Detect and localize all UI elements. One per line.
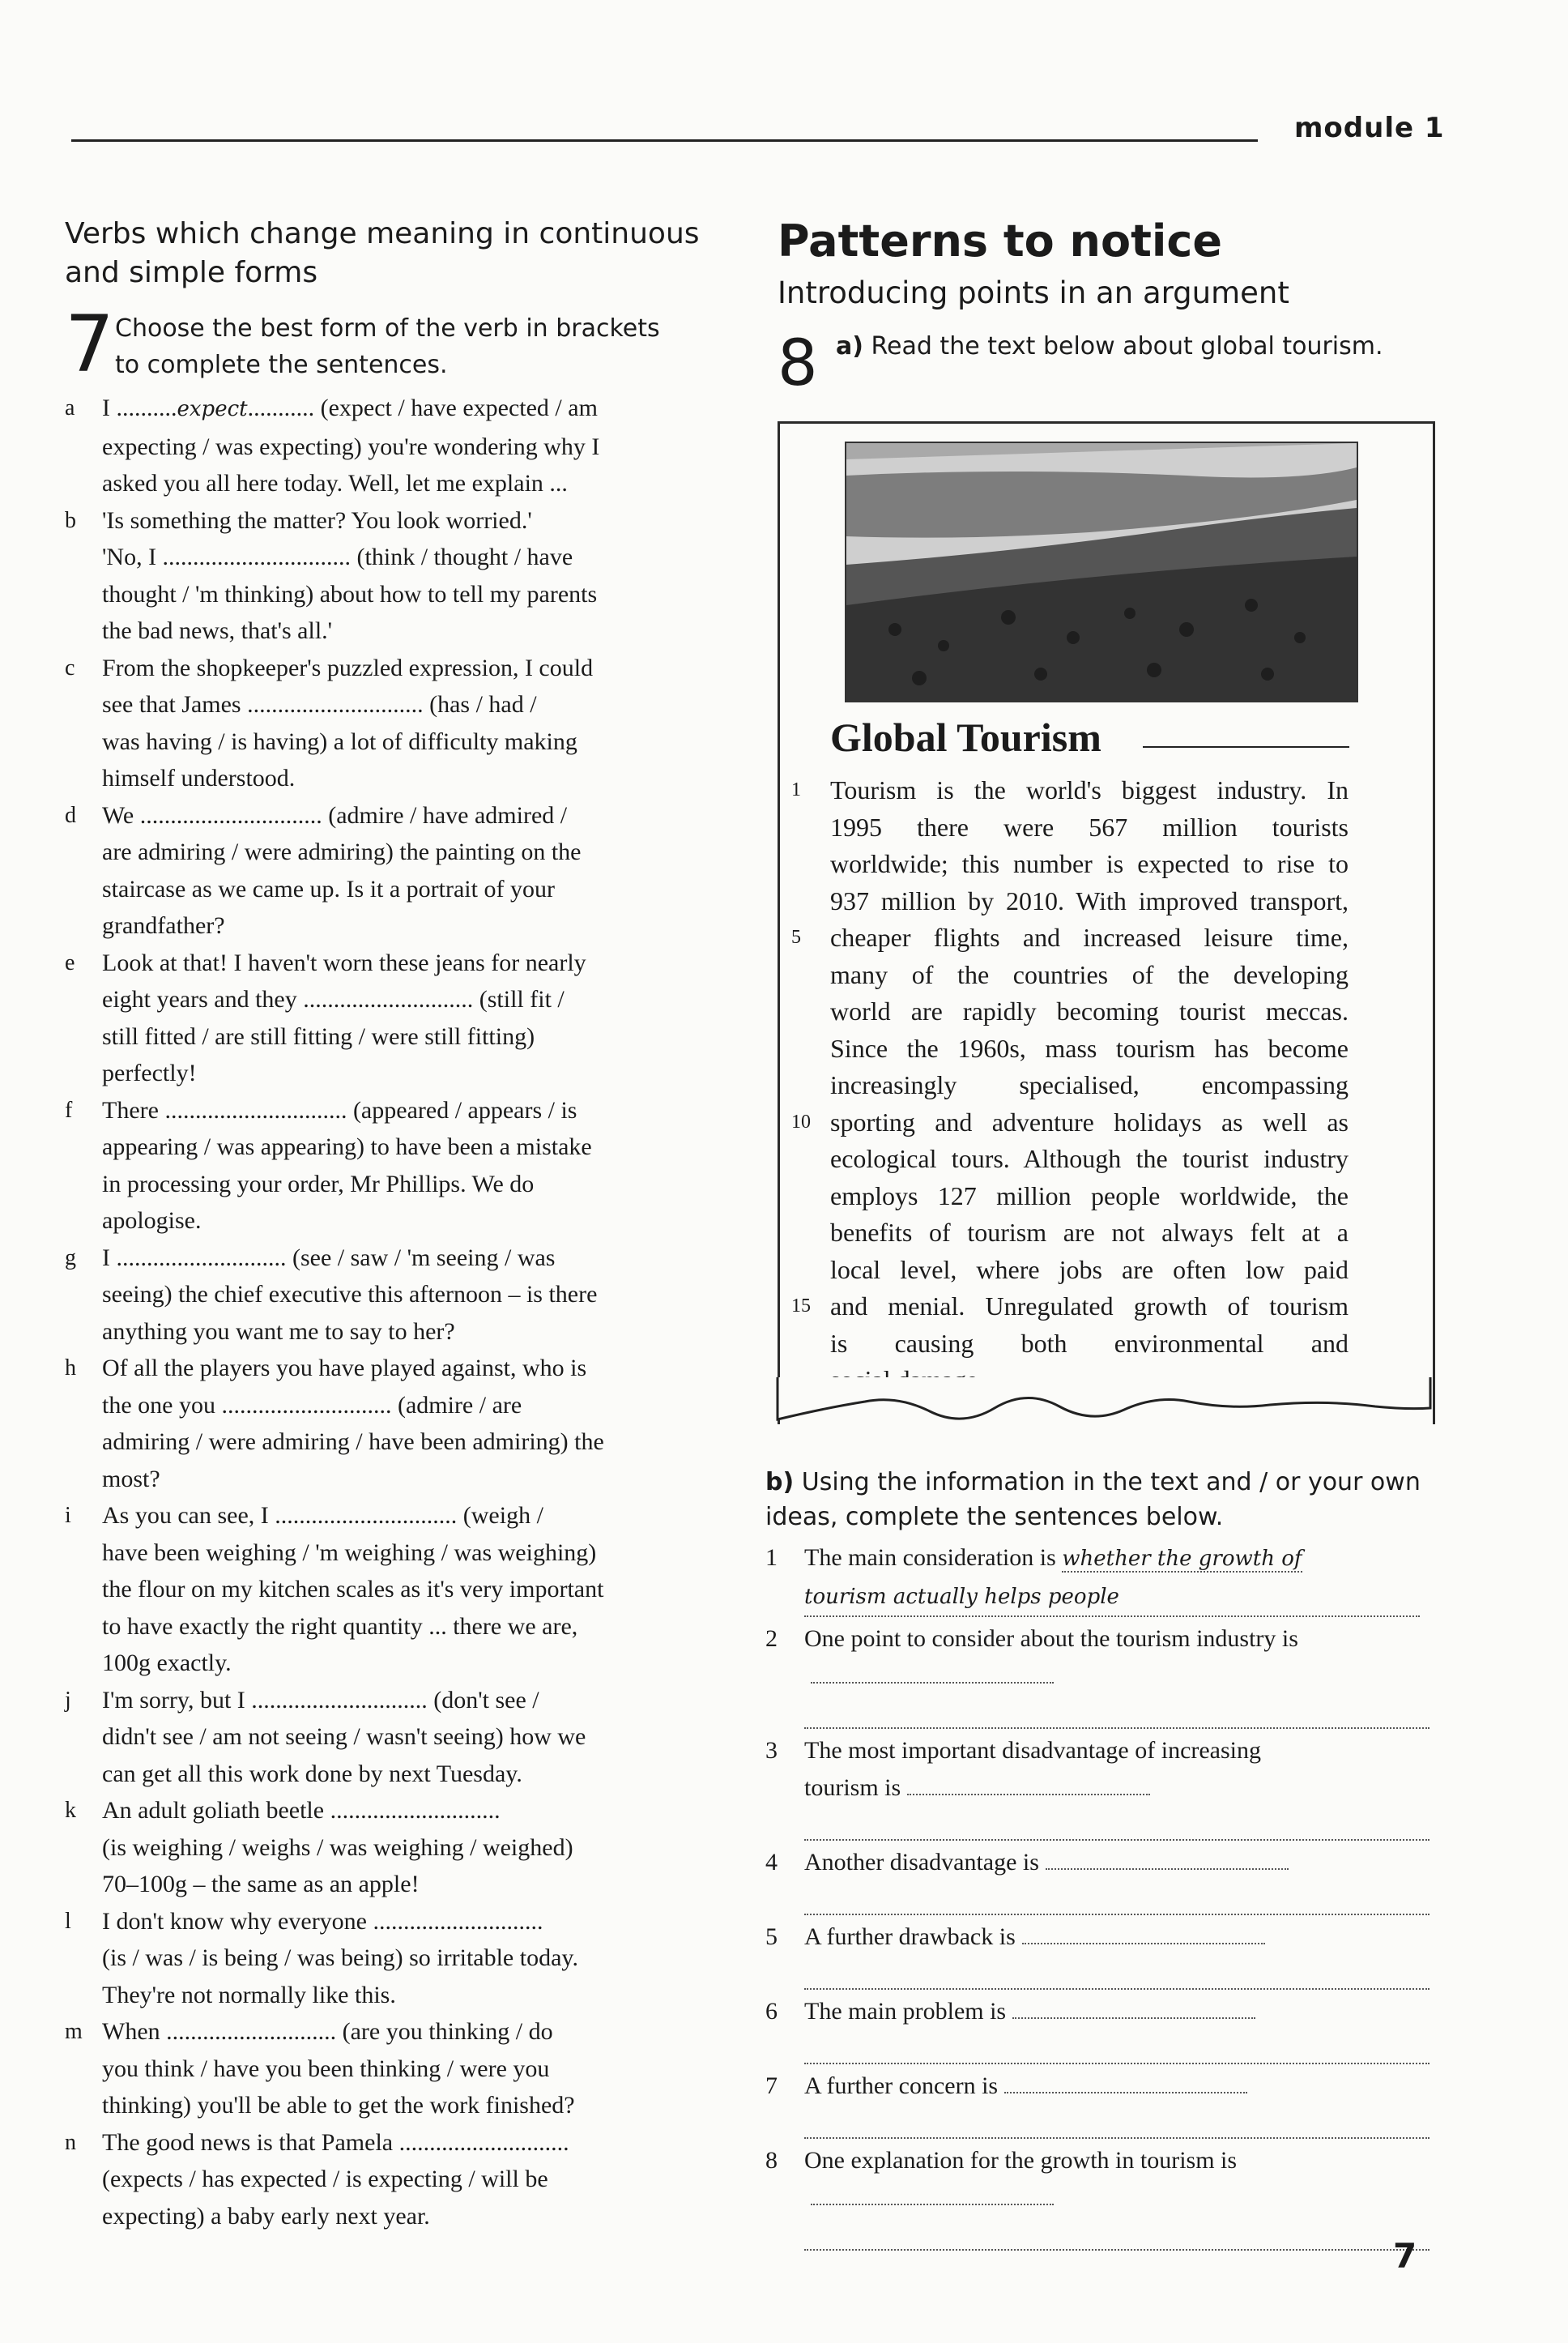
exercise-item [65,1240,713,1351]
item-text-line: anything you want me to say to her? [102,1317,455,1345]
article-line [830,1252,1349,1289]
item-text-line: When ............................ (are you thinking / do [102,2018,553,2045]
torn-edge [776,1377,1434,1434]
item-text-line: apologise. [102,1207,202,1234]
item-text-line: 70–100g – the same as an apple! [102,1871,420,1897]
item-letter: k [65,1798,76,1823]
exercise-item [65,1792,713,1903]
article-line-text: local level, where jobs are often low paid [830,1254,1349,1284]
article-line-text: 1995 there were 567 million tourists [830,812,1349,842]
part-b [765,1465,1430,2254]
exercise-item [65,1903,713,2014]
handwritten-answer: expect [177,397,248,421]
article-line-text: and menial. Unregulated growth of tourism [830,1291,1349,1321]
sentence-number: 6 [765,1998,778,2025]
item-text-line: thinking) you'll be able to get the work finished? [102,2092,575,2119]
answer-blank[interactable] [1012,1995,1255,2019]
item-text-line: perfectly! [102,1060,197,1086]
article-line-text: cheaper flights and increased leisure time, [830,923,1349,952]
item-text-line: I ............................ (see / saw / 'm seeing / was [102,1244,556,1271]
exercise-7-column [65,215,713,2234]
header-rule [71,139,1258,142]
item-text-line: (is / was / is being / was being) so irritable today. [102,1944,578,1971]
exercise-item [65,1092,713,1240]
article-line-text: ecological tours. Although the tourist industry [830,1144,1349,1173]
item-text-line: Of all the players you have played against, who is [102,1355,587,1381]
line-number: 15 [791,1295,811,1317]
answer-blank-line[interactable] [804,1807,1430,1841]
section-title: Verbs which change meaning in continuous and simple forms [65,217,700,289]
article-line-text: Tourism is the world's biggest industry. In [830,775,1349,804]
exercise-item [65,2124,713,2235]
item-text-line: asked you all here today. Well, let me explain ... [102,470,568,497]
item-text-line: expecting / was expecting) you're wondering why I [102,433,600,460]
handwritten-answer: whether the growth of [1062,1547,1302,1571]
item-text-line: We .............................. (admire / have admired / [102,801,568,829]
item-letter: g [65,1244,76,1270]
item-letter: d [65,802,76,828]
exercise-item [65,1350,713,1497]
article-line [830,1214,1349,1252]
sentence-item [765,1918,1430,1990]
answer-blank-line[interactable] [804,1881,1430,1915]
article-line [830,1178,1349,1215]
patterns-column [778,215,1506,401]
article-line-text: many of the countries of the developing [830,959,1349,989]
exercise-instruction: Choose the best form of the verb in brackets to complete the sentences. [115,314,660,379]
sentence-stem: One explanation for the growth in tourism is [804,2147,1238,2174]
item-text-line: (is weighing / weighs / was weighing / weighed) [102,1833,573,1861]
sentence-list [765,1539,1430,2251]
part-b-instruction: b) Using the information in the text and / or your own ideas, complete the sentences below. [765,1468,1421,1531]
item-letter: a [65,395,75,420]
item-text-line: 'Is something the matter? You look worried.' [102,506,532,534]
exercise-item [65,1682,713,1793]
article-line [830,993,1349,1031]
item-text-line: have been weighing / 'm weighing / was weighing) [102,1539,597,1566]
exercise-item [65,650,713,797]
article-line-text: increasingly specialised, encompassing [830,1070,1349,1099]
item-text-line: still fitted / are still fitting / were still fitting) [102,1022,535,1050]
item-text-line: grandfather? [102,912,225,939]
sentence-stem: A further concern is [804,2072,999,2099]
item-letter: m [65,2019,83,2044]
article-line-text: sporting and adventure holidays as well as [830,1107,1349,1137]
article-line-text: Since the 1960s, mass tourism has become [830,1033,1349,1063]
item-text-line: thought / 'm thinking) about how to tell my parents [102,580,598,608]
sentence-stem: Another disadvantage is [804,1849,1039,1876]
item-text-line: Look at that! I haven't worn these jeans for nearly [102,949,586,976]
answer-blank[interactable] [811,1659,1054,1684]
exercise-item [65,945,713,1092]
article-title-rule [1143,746,1349,748]
article-line [830,1031,1349,1068]
item-letter: l [65,1908,71,1934]
article-line [830,1067,1349,1104]
answer-blank-line[interactable] [804,2030,1430,2064]
item-text-line: the flour on my kitchen scales as it's very important [102,1576,604,1603]
sentence-stem: The main consideration is [804,1544,1056,1571]
item-text-line: appearing / was appearing) to have been a mistake [102,1133,592,1160]
article-body [791,772,1349,1399]
article-line [791,772,1349,809]
item-text-line: the one you ............................ (admire / are [102,1391,522,1419]
part-a-instruction: a) Read the text below about global tourism. [836,332,1383,361]
answer-blank-line[interactable] [804,2217,1430,2251]
item-text-line: you think / have you been thinking / were you [102,2055,550,2082]
sentence-item [765,1539,1430,1617]
sentence-number: 8 [765,2147,778,2174]
patterns-subtitle: Introducing points in an argument [778,275,1289,310]
exercise-item [65,502,713,650]
page-number: 7 [1393,2236,1417,2276]
item-letter: j [65,1687,71,1713]
sentence-item [765,1620,1430,1729]
item-text-line: I .......... [102,395,177,421]
article-line [830,957,1349,994]
answer-blank[interactable] [811,2181,1054,2205]
exercise-item [65,1497,713,1682]
handwritten-answer: tourism actually helps people [804,1578,1420,1617]
item-text-line: They're not normally like this. [102,1981,396,2008]
item-text-line: expecting) a baby early next year. [102,2202,430,2230]
sentence-stem: One point to consider about the tourism industry is [804,1625,1298,1652]
item-letter: f [65,1097,73,1123]
exercise-item [65,797,713,945]
exercise-item [65,390,713,502]
answer-blank-line[interactable] [804,2105,1430,2139]
article-line [791,1104,1349,1142]
item-text-line: (expects / has expected / is expecting / will be [102,2166,548,2192]
answer-blank[interactable] [1022,1920,1265,1944]
sentence-number: 4 [765,1849,778,1876]
article-line [791,920,1349,957]
item-letter: h [65,1355,76,1381]
sentence-item [765,1732,1430,1841]
sentence-number: 5 [765,1923,778,1950]
sentence-stem: The main problem is [804,1998,1007,2025]
item-text-line: staircase as we came up. Is it a portrait of your [102,875,555,903]
item-text-line: I'm sorry, but I ............................. (don't see / [102,1686,539,1714]
item-text-line: most? [102,1465,160,1492]
exercise-item [65,2013,713,2124]
line-number: 5 [791,927,801,948]
item-text-line: As you can see, I .............................. (weigh / [102,1502,543,1529]
item-text-line: 'No, I ............................... (think / thought / have [102,544,573,570]
article-line [791,1288,1349,1325]
article-line-text: is causing both environmental and [830,1328,1349,1358]
article-line [830,883,1349,920]
sentence-number: 7 [765,2072,778,2099]
article-line-text: 937 million by 2010. With improved transport, [830,886,1349,915]
sentence-item [765,1993,1430,2064]
item-text-line: didn't see / am not seeing / wasn't seeing) how we [102,1723,586,1750]
item-text-line: eight years and they ............................ (still fit / [102,986,565,1013]
item-text-line: 100g exactly. [102,1649,232,1676]
item-text-line: himself understood. [102,765,296,792]
beach-photo [845,442,1358,702]
sentence-stem: The most important disadvantage of increasing [804,1737,1262,1764]
answer-blank[interactable] [1004,2069,1247,2093]
article-line [830,1141,1349,1178]
exercise-8-header [778,328,1506,401]
article-line [830,1325,1349,1363]
item-text-line: are admiring / were admiring) the painting on the [102,839,582,865]
item-letter: e [65,950,75,975]
exercise-number: 7 [65,299,115,390]
item-text-line: to have exactly the right quantity ... there we are, [102,1612,578,1640]
beach-photo-image [846,443,1357,701]
article-box [778,421,1435,1424]
item-text-line: can get all this work done by next Tuesday. [102,1760,522,1787]
item-text-line: An adult goliath beetle ............................ [102,1797,501,1824]
sentence-item [765,2068,1430,2139]
item-letter: i [65,1503,71,1528]
item-letter: b [65,507,76,533]
patterns-title: Patterns to notice [778,216,1223,267]
article-title: Global Tourism [830,715,1101,760]
line-number: 10 [791,1111,811,1133]
sentence-number: 1 [765,1544,778,1571]
item-text-line: I don't know why everyone ............................ [102,1907,543,1935]
item-letter: c [65,655,75,681]
article-line-text: worldwide; this number is expected to rise to [830,849,1349,878]
item-text-line: see that James ............................. (has / had / [102,691,537,718]
module-label: module 1 [1294,112,1445,144]
item-text-line: the bad news, that's all.' [102,617,333,644]
sentence-stem: A further drawback is [804,1923,1016,1950]
item-text-line: From the shopkeeper's puzzled expression, I could [102,654,594,681]
sentence-stem: tourism is [804,1774,901,1801]
answer-blank[interactable] [1046,1846,1289,1870]
item-text-line: was having / is having) a lot of difficulty making [102,728,577,755]
sentence-number: 3 [765,1737,778,1764]
sentence-item [765,1844,1430,1915]
line-number: 1 [791,779,801,800]
exercise-7-header [65,299,713,390]
sentence-item [765,2142,1430,2251]
article-line-text: employs 127 million people worldwide, the [830,1180,1349,1210]
item-text-line: admiring / were admiring / have been admiring) the [102,1428,604,1455]
sentence-number: 2 [765,1625,778,1652]
exercise-7-items [65,390,713,2234]
item-text-line: ........... (expect / have expected / am [247,395,598,421]
item-text-line: There .............................. (appeared / appears / is [102,1096,577,1124]
item-letter: n [65,2129,76,2155]
item-text-line: seeing) the chief executive this afternoon – is there [102,1281,598,1308]
article-line-text: world are rapidly becoming tourist meccas. [830,997,1349,1026]
article-line [830,809,1349,847]
answer-blank[interactable] [907,1771,1150,1795]
article-line-text: benefits of tourism are not always felt at a [830,1218,1349,1247]
exercise-number: 8 [778,327,818,400]
item-text-line: in processing your order, Mr Phillips. We do [102,1170,535,1197]
item-text-line: The good news is that Pamela ............................ [102,2128,569,2156]
answer-blank-line[interactable] [804,1695,1430,1729]
answer-blank-line[interactable] [804,1956,1430,1990]
article-line [830,846,1349,883]
